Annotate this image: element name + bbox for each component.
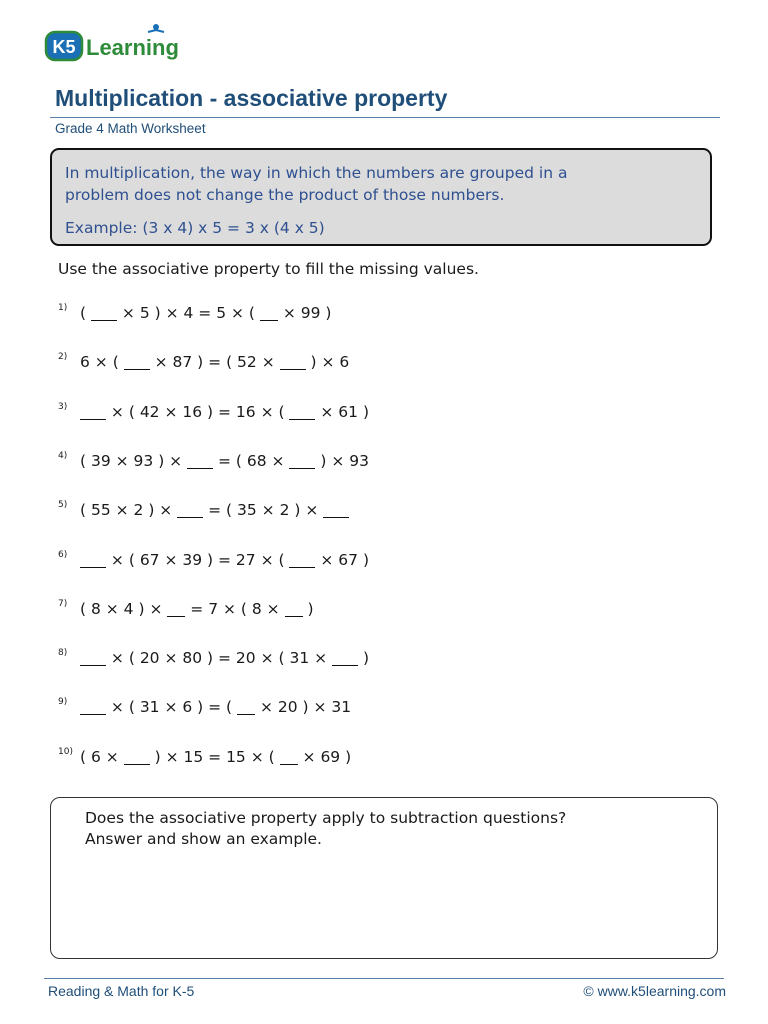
problem-text: ( (80, 304, 91, 322)
problem-8 (58, 646, 369, 670)
answer-blank[interactable] (280, 747, 298, 765)
problem-3 (58, 400, 369, 424)
answer-blank[interactable] (80, 550, 106, 568)
answer-blank[interactable] (280, 352, 306, 370)
problem-text: × 67 ) (315, 550, 370, 569)
problem-5 (58, 498, 349, 522)
problem-9 (58, 695, 351, 719)
problem-text: × ( 20 × 80 ) = 20 × ( 31 × (106, 649, 333, 668)
problem-text: × ( 67 × 39 ) = 27 × ( (106, 550, 290, 569)
info-line-2: problem does not change the product of those numbers. (65, 186, 505, 204)
answer-blank[interactable] (285, 599, 303, 617)
problem-text: = ( 35 × 2 ) × (203, 501, 324, 520)
question-line-1: Does the associative property apply to subtraction questions? (85, 809, 567, 827)
answer-blank[interactable] (177, 500, 203, 518)
footer-left-text: Reading & Math for K-5 (48, 983, 195, 999)
problem-text: = ( 68 × (213, 451, 290, 470)
question-line-2: Answer and show an example. (85, 830, 322, 848)
page-subtitle: Grade 4 Math Worksheet (55, 121, 206, 136)
answer-blank[interactable] (260, 303, 278, 321)
problem-text: ) × 6 (305, 353, 350, 372)
answer-blank[interactable] (80, 648, 106, 666)
problem-text: ) (358, 649, 370, 668)
problem-text: ( 55 × 2 ) × (80, 501, 178, 520)
answer-box[interactable] (50, 797, 718, 959)
title-divider (50, 117, 720, 118)
problem-2 (58, 350, 349, 374)
problem-number: 6) (58, 549, 68, 560)
problem-text: ) (302, 599, 314, 618)
problem-number: 4) (58, 450, 68, 461)
problem-text: × 69 ) (297, 747, 352, 766)
problem-1 (58, 301, 331, 325)
problem-number: 9) (58, 697, 68, 708)
problem-number: 3) (58, 401, 68, 412)
problem-number: 7) (58, 598, 68, 609)
footer-right-text: © www.k5learning.com (583, 983, 726, 999)
answer-blank[interactable] (332, 648, 358, 666)
problem-text: = 7 × ( 8 × (185, 599, 285, 618)
problem-text: 6 × ( (80, 353, 124, 372)
problem-10 (58, 745, 351, 769)
k5-learning-logo (44, 20, 204, 68)
svg-text:K5: K5 (52, 37, 76, 57)
answer-blank[interactable] (289, 451, 315, 469)
problem-text: ) × 93 (315, 451, 370, 470)
problem-text: × 20 ) × 31 (255, 698, 352, 717)
problem-4 (58, 449, 369, 473)
page-title: Multiplication - associative property (55, 85, 448, 111)
problem-number: 2) (58, 352, 68, 363)
info-example: Example: (3 x 4) x 5 = 3 x (4 x 5) (65, 219, 325, 237)
answer-blank[interactable] (124, 747, 150, 765)
problem-number: 10) (58, 746, 73, 757)
problem-number: 1) (58, 303, 68, 313)
problem-text: × ( 42 × 16 ) = 16 × ( (106, 402, 290, 421)
problem-text: × 61 ) (315, 402, 370, 421)
problem-6 (58, 548, 369, 572)
info-box (50, 148, 712, 246)
answer-blank[interactable] (323, 500, 349, 518)
problem-text: ( 6 × (80, 747, 124, 766)
answer-blank[interactable] (289, 550, 315, 568)
problem-text: × 87 ) = ( 52 × (149, 353, 280, 372)
instructions: Use the associative property to fill the missing values. (58, 260, 479, 278)
answer-blank[interactable] (237, 697, 255, 715)
info-line-1: In multiplication, the way in which the numbers are grouped in a (65, 164, 568, 182)
problem-text: ) × 15 = 15 × ( (149, 747, 280, 766)
problem-text: × 5 ) × 4 = 5 × ( (116, 304, 260, 322)
answer-blank[interactable] (187, 451, 213, 469)
problem-number: 8) (58, 648, 68, 659)
problem-text: ( 8 × 4 ) × (80, 599, 168, 618)
answer-blank[interactable] (91, 303, 117, 321)
problem-text: × ( 31 × 6 ) = ( (106, 698, 238, 717)
answer-blank[interactable] (80, 697, 106, 715)
problem-number: 5) (58, 500, 68, 511)
footer-divider (44, 978, 724, 979)
problem-7 (58, 597, 314, 621)
answer-blank[interactable] (124, 352, 150, 370)
answer-blank[interactable] (289, 402, 315, 420)
svg-text:Learning: Learning (86, 35, 179, 60)
answer-blank[interactable] (167, 599, 185, 617)
problem-text: ( 39 × 93 ) × (80, 451, 188, 470)
answer-blank[interactable] (80, 402, 106, 420)
problem-text: × 99 ) (277, 304, 332, 322)
